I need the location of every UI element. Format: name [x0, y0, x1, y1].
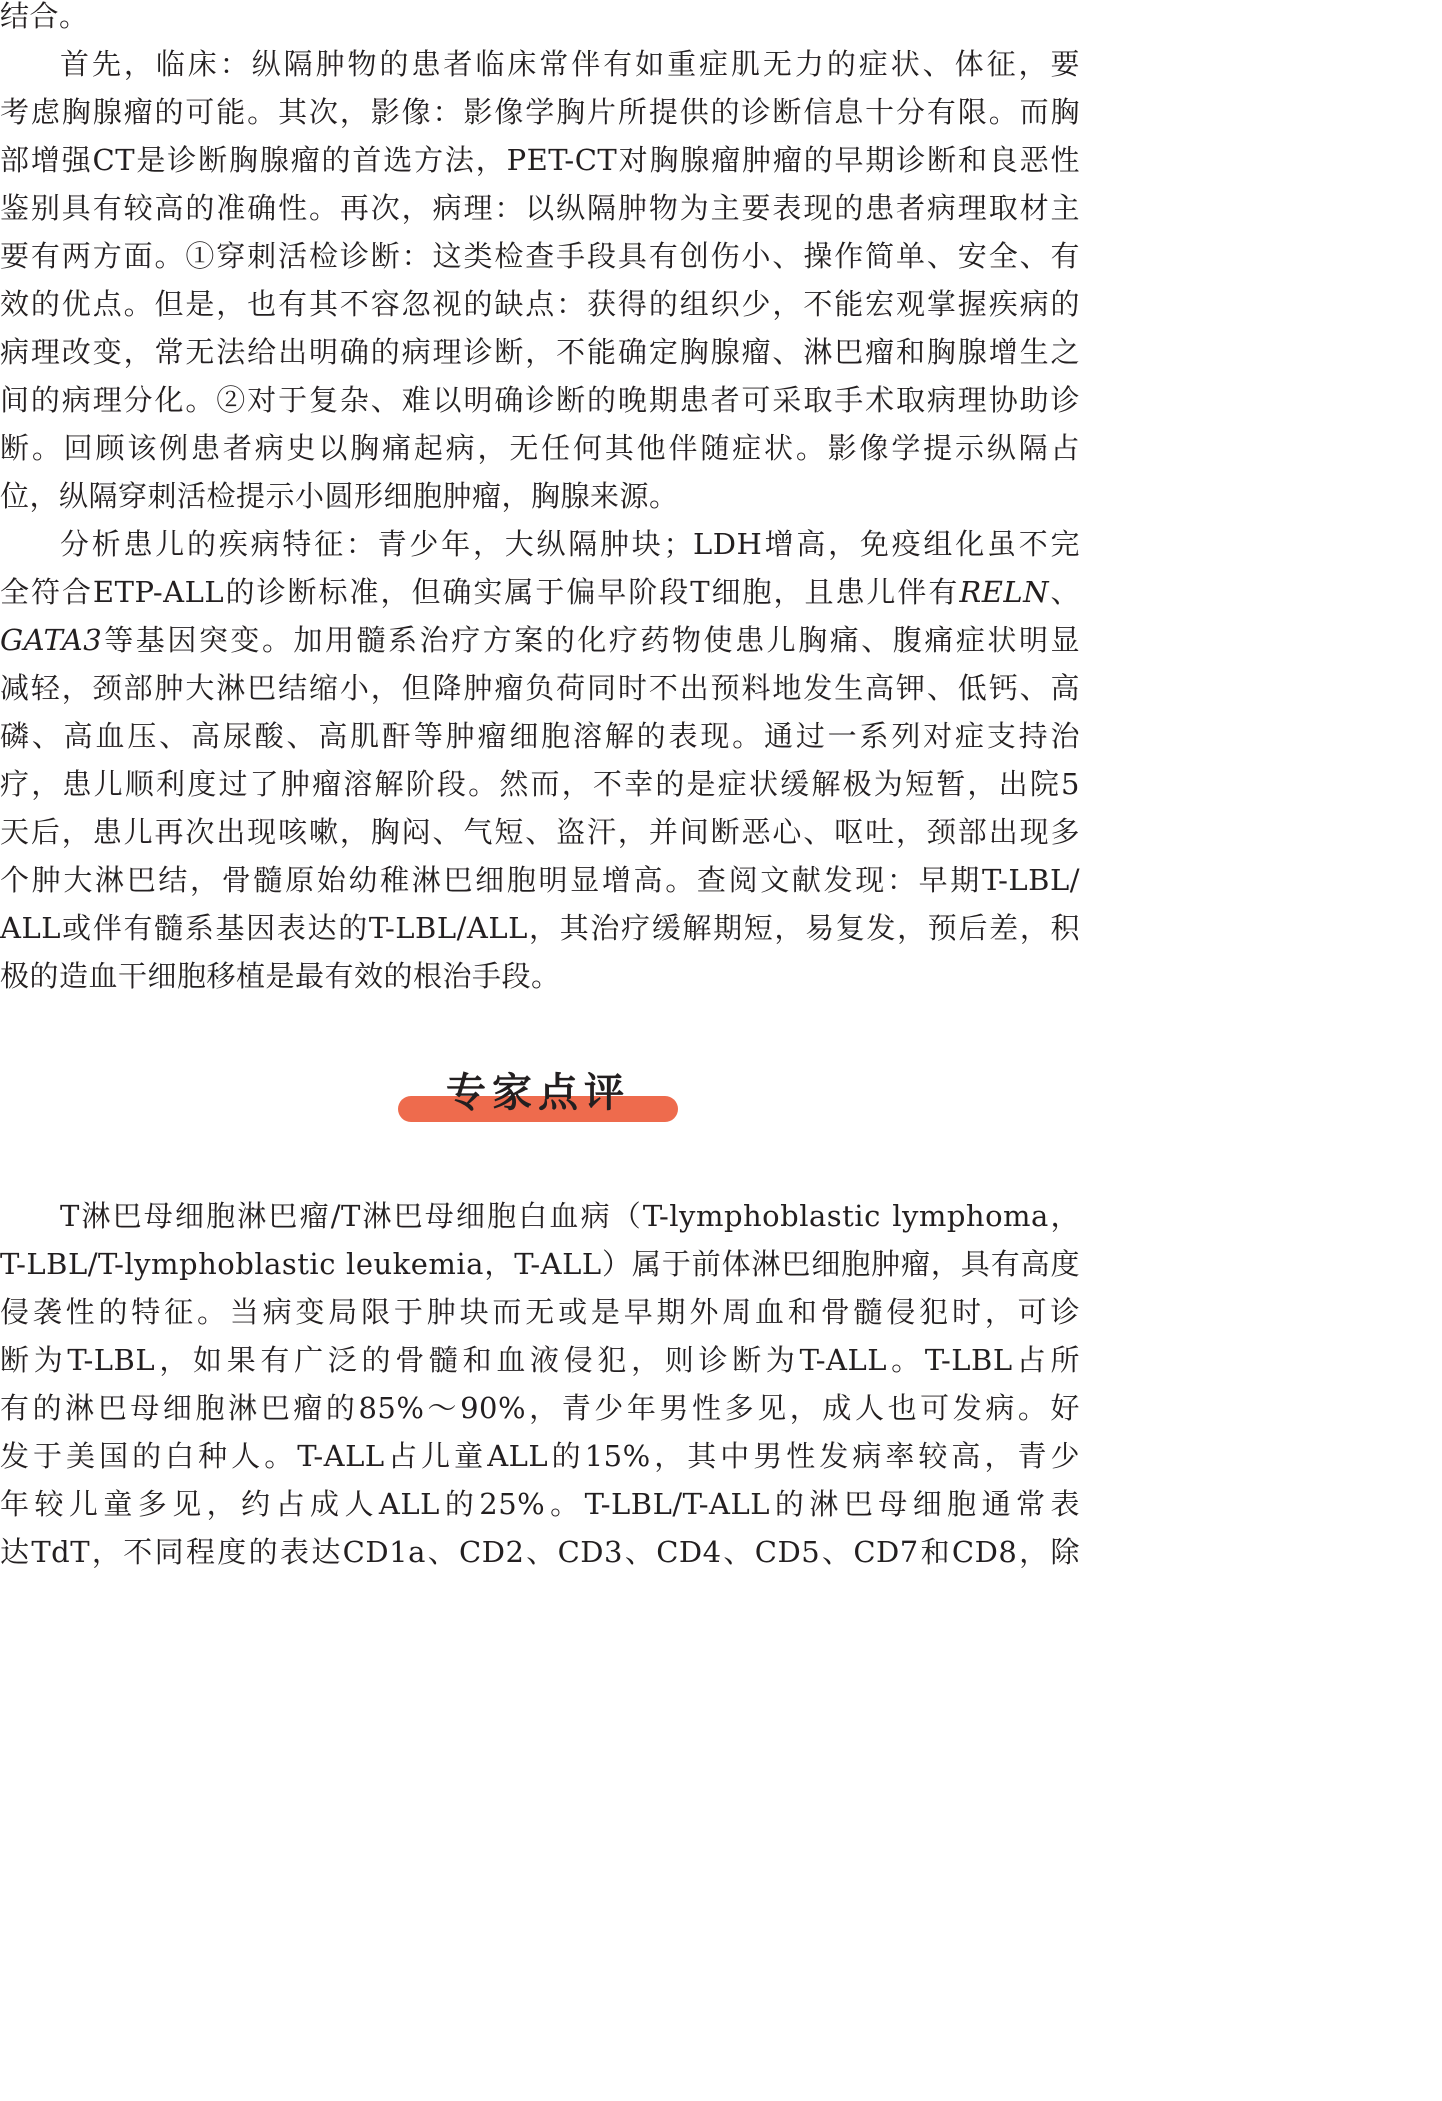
text-segment: 、 — [1049, 575, 1080, 609]
text-line — [0, 568, 1080, 616]
text-line: 有的淋巴母细胞淋巴瘤的85%～90%，青少年男性多见，成人也可发病。好 — [0, 1391, 1080, 1425]
text-line: 结合。 — [0, 0, 89, 33]
text-line: 考虑胸腺瘤的可能。其次，影像：影像学胸片所提供的诊断信息十分有限。而胸 — [0, 95, 1080, 129]
heading-title: 专家点评 — [446, 1070, 630, 1116]
text-line: 断。回顾该例患者病史以胸痛起病，无任何其他伴随症状。影像学提示纵隔占 — [0, 431, 1080, 465]
text-line: 发于美国的白种人。T-ALL占儿童ALL的15%，其中男性发病率较高，青少 — [0, 1439, 1080, 1473]
text-line: 间的病理分化。②对于复杂、难以明确诊断的晚期患者可采取手术取病理协助诊 — [0, 383, 1080, 417]
text-line: 要有两方面。①穿刺活检诊断：这类检查手段具有创伤小、操作简单、安全、有 — [0, 239, 1080, 273]
text-line: 部增强CT是诊断胸腺瘤的首选方法，PET-CT对胸腺瘤肿瘤的早期诊断和良恶性 — [0, 143, 1080, 177]
text-line: 极的造血干细胞移植是最有效的根治手段。 — [0, 959, 561, 993]
text-line: 首先，临床：纵隔肿物的患者临床常伴有如重症肌无力的症状、体征，要 — [60, 47, 1080, 81]
text-line: 磷、高血压、高尿酸、高肌酐等肿瘤细胞溶解的表现。通过一系列对症支持治 — [0, 719, 1080, 753]
text-line: T-LBL/T-lymphoblastic leukemia，T-ALL）属于前体淋巴细胞肿瘤，具有高度 — [0, 1247, 1080, 1281]
text-line: 效的优点。但是，也有其不容忽视的缺点：获得的组织少，不能宏观掌握疾病的 — [0, 287, 1080, 321]
text-line: 分析患儿的疾病特征：青少年，大纵隔肿块；LDH增高，免疫组化虽不完 — [60, 527, 1080, 561]
text-line: 减轻，颈部肿大淋巴结缩小，但降肿瘤负荷同时不出预料地发生高钾、低钙、高 — [0, 671, 1080, 705]
text-line — [0, 616, 1080, 664]
text-line: 疗，患儿顺利度过了肿瘤溶解阶段。然而，不幸的是症状缓解极为短暂，出院5 — [0, 767, 1080, 801]
text-line: 天后，患儿再次出现咳嗽，胸闷、气短、盗汗，并间断恶心、呕吐，颈部出现多 — [0, 815, 1080, 849]
text-segment: 等基因突变。加用髓系治疗方案的化疗药物使患儿胸痛、腹痛症状明显 — [102, 623, 1080, 657]
text-line: 病理改变，常无法给出明确的病理诊断，不能确定胸腺瘤、淋巴瘤和胸腺增生之 — [0, 335, 1080, 369]
text-line: 个肿大淋巴结，骨髓原始幼稚淋巴细胞明显增高。查阅文献发现：早期T-LBL/ — [0, 863, 1080, 897]
gene-name-gata3: GATA3 — [0, 623, 103, 657]
text-line: 年较儿童多见，约占成人ALL的25%。T-LBL/T-ALL的淋巴母细胞通常表 — [0, 1487, 1080, 1521]
text-line: 断为T-LBL，如果有广泛的骨髓和血液侵犯，则诊断为T-ALL。T-LBL占所 — [0, 1343, 1080, 1377]
text-line: 达TdT，不同程度的表达CD1a、CD2、CD3、CD4、CD5、CD7和CD8，除 — [0, 1535, 1080, 1569]
text-line: T淋巴母细胞淋巴瘤/T淋巴母细胞白血病（T-lymphoblastic lymphoma， — [60, 1199, 1080, 1233]
text-line: ALL或伴有髓系基因表达的T-LBL/ALL，其治疗缓解期短，易复发，预后差，积 — [0, 911, 1080, 945]
text-line: 鉴别具有较高的准确性。再次，病理：以纵隔肿物为主要表现的患者病理取材主 — [0, 191, 1080, 225]
text-line: 侵袭性的特征。当病变局限于肿块而无或是早期外周血和骨髓侵犯时，可诊 — [0, 1295, 1080, 1329]
text-segment: 全符合ETP-ALL的诊断标准，但确实属于偏早阶段T细胞，且患儿伴有 — [0, 575, 960, 609]
text-line: 位，纵隔穿刺活检提示小圆形细胞肿瘤，胸腺来源。 — [0, 479, 679, 513]
section-heading-expert-comment — [398, 1062, 678, 1124]
gene-name-reln: RELN — [959, 575, 1050, 609]
